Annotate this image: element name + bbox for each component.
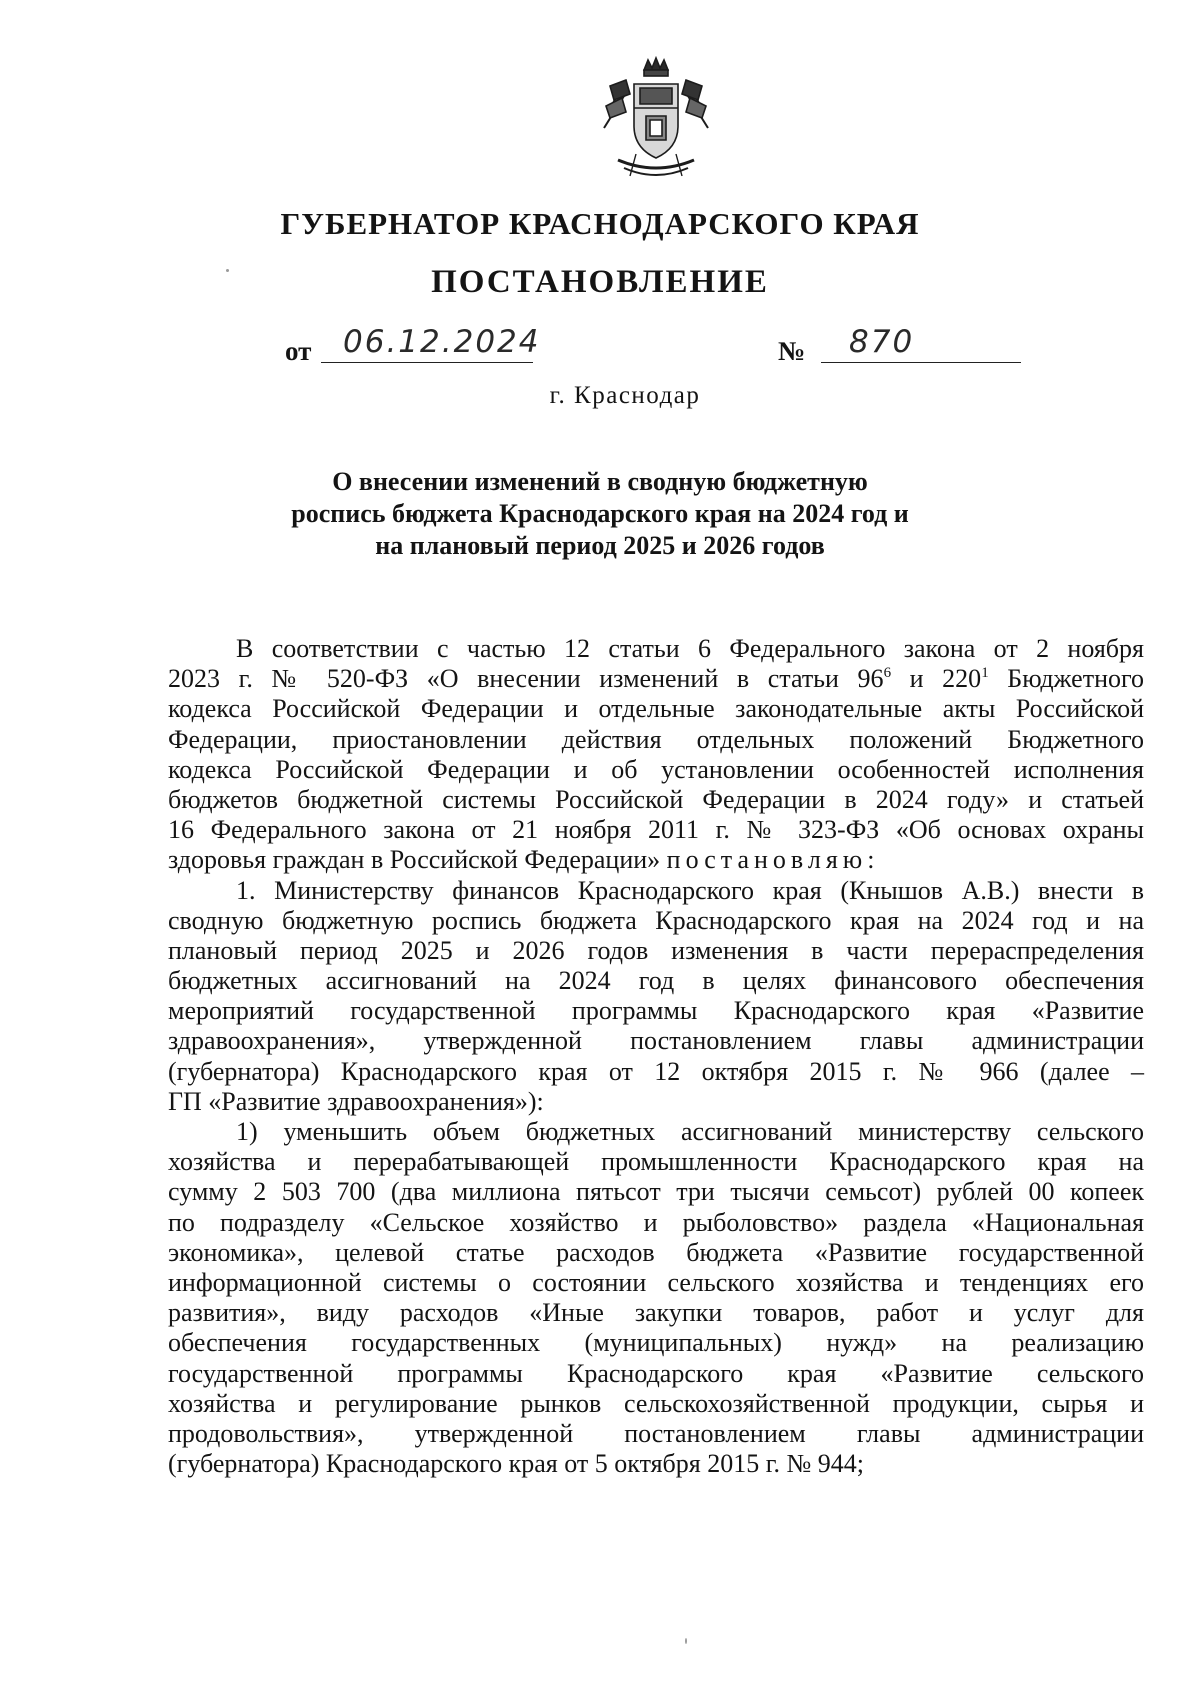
superscript: 1	[981, 665, 989, 682]
title-line: О внесении изменений в сводную бюджетную	[332, 467, 868, 496]
text-line: бюджетов бюджетной системы Российской Федерации в 2024 году» и статьей	[168, 784, 1144, 814]
coat-of-arms-emblem	[596, 56, 716, 184]
text-line: хозяйства и перерабатывающей промышленности Краснодарского края на	[168, 1147, 1144, 1177]
text-span: здоровья граждан в Российской Федерации»	[168, 845, 661, 875]
text-span: и 220	[891, 664, 982, 694]
city-line: г. Краснодар	[549, 382, 701, 409]
text-line: экономика», целевой статье расходов бюджета «Развитие государственной	[168, 1237, 1144, 1267]
document-type: ПОСТАНОВЛЕНИЕ	[431, 264, 769, 300]
text-line: Федерации, приостановлении действия отдельных положений Бюджетного	[168, 724, 1144, 754]
number-field	[821, 324, 1021, 363]
preamble-paragraph	[168, 634, 1144, 876]
text-line: мероприятий государственной программы Краснодарского края «Развитие	[168, 996, 1144, 1026]
text-line: (губернатора) Краснодарского края от 5 октября 2015 г. № 944;	[168, 1449, 864, 1479]
text-line: В соответствии с частью 12 статьи 6 Федерального закона от 2 ноября	[236, 634, 1144, 663]
text-line: (губернатора) Краснодарского края от 12 октября 2015 г. № 966 (далее –	[168, 1056, 1144, 1086]
scan-speck	[226, 269, 229, 272]
text-line: кодекса Российской Федерации и отдельные законодательные акты Российской	[168, 694, 1144, 724]
text-line: хозяйства и регулирование рынков сельскохозяйственной продукции, сырья и	[168, 1388, 1144, 1418]
text-line: сумму 2 503 700 (два миллиона пятьсот три тысячи семьсот) рублей 00 копеек	[168, 1177, 1144, 1207]
text-line: обеспечения государственных (муниципальных) нужд» на реализацию	[168, 1328, 1144, 1358]
text-line	[168, 845, 1144, 875]
text-line: 1. Министерству финансов Краснодарского края (Кнышов А.В.) внести в	[236, 875, 1144, 905]
document-title	[250, 466, 950, 562]
text-line: плановый период 2025 и 2026 годов изменения в части перераспределения	[168, 935, 1144, 965]
text-line: информационной системы о состоянии сельского хозяйства и тенденциях его	[168, 1267, 1144, 1297]
issuing-authority: ГУБЕРНАТОР КРАСНОДАРСКОГО КРАЯ	[280, 206, 920, 241]
handwritten-number: 870	[849, 324, 915, 360]
text-line: кодекса Российской Федерации и об установлении особенностей исполнения	[168, 754, 1144, 784]
scan-speck	[685, 1638, 687, 1644]
date-field	[321, 324, 541, 363]
number-prefix: №	[778, 336, 806, 366]
text-line: 1) уменьшить объем бюджетных ассигнований министерству сельского	[236, 1117, 1144, 1146]
text-line: государственной программы Краснодарского края «Развитие сельского	[168, 1358, 1144, 1388]
title-line: роспись бюджета Краснодарского края на 2024 год и	[291, 499, 909, 528]
text-line: здравоохранения», утвержденной постановлением главы администрации	[168, 1026, 1144, 1056]
text-line: продовольствия», утвержденной постановлением главы администрации	[168, 1418, 1144, 1448]
superscript: 6	[883, 665, 892, 682]
text-span: 2023 г. № 520-ФЗ «О внесении изменений в статьи 96	[168, 664, 884, 694]
document-body	[168, 634, 1144, 1479]
text-line: бюджетных ассигнований на 2024 год в целях финансового обеспечения	[168, 966, 1144, 996]
text-line	[168, 664, 1144, 694]
subitem-1-paragraph	[168, 1117, 1144, 1479]
item-1-paragraph	[168, 876, 1144, 1118]
title-line: на плановый период 2025 и 2026 годов	[375, 531, 825, 560]
date-number-row	[285, 324, 1025, 372]
resolution-word: постановляю:	[666, 845, 880, 875]
date-prefix: от	[285, 336, 312, 366]
text-line: развития», виду расходов «Иные закупки товаров, работ и услуг для	[168, 1298, 1144, 1328]
text-line: ГП «Развитие здравоохранения»):	[168, 1086, 544, 1116]
text-line: по подразделу «Сельское хозяйство и рыболовство» раздела «Национальная	[168, 1207, 1144, 1237]
text-line: 16 Федерального закона от 21 ноября 2011 г. № 323-ФЗ «Об основах охраны	[168, 815, 1144, 845]
text-span: Бюджетного	[988, 664, 1145, 694]
text-line: сводную бюджетную роспись бюджета Краснодарского края на 2024 год и на	[168, 905, 1144, 935]
handwritten-date: 06.12.2024	[343, 324, 541, 360]
